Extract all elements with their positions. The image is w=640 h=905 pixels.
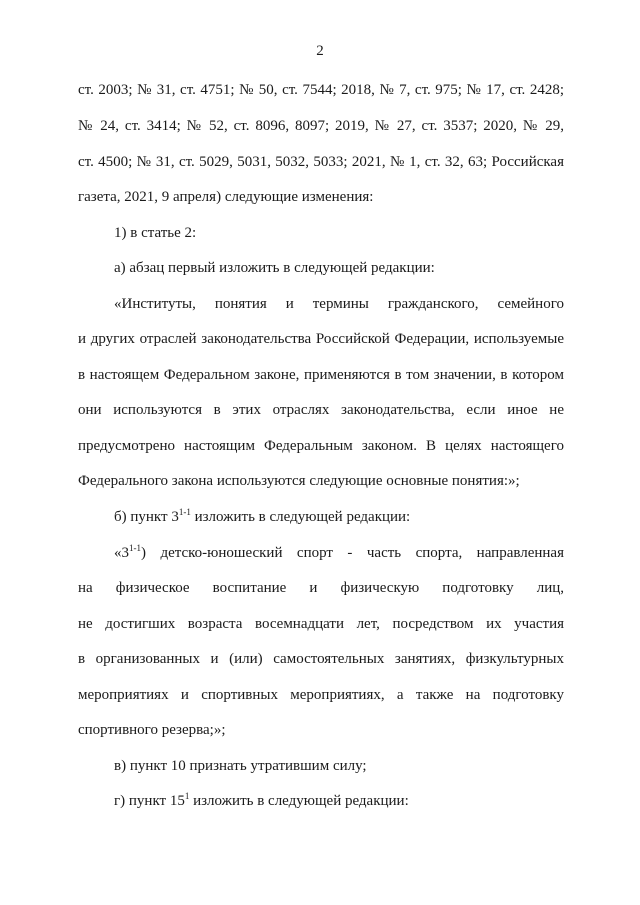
subitem-a-heading: а) абзац первый изложить в следующей редакции: [114,260,435,276]
page-number: 2 [316,43,324,59]
definition-line-3: не достигших возраста восемнадцати лет, посредством их участия [78,616,564,632]
definition-line-5: мероприятиях и спортивных мероприятиях, а также на подготовку [78,687,564,703]
subitem-g-heading: г) пункт $15^1$ изложить в следующей редакции: [114,791,409,809]
definition-line-6: спортивного резерва;»; [78,722,226,738]
quote-line-2: и других отраслей законодательства Российской Федерации, используемые [78,331,564,347]
body-line-4: газета, 2021, 9 апреля) следующие изменения: [78,189,374,205]
body-line-1: ст. 2003; № 31, ст. 4751; № 50, ст. 7544; 2018, № 7, ст. 975; № 17, ст. 2428; [78,82,564,98]
quote-line-5: предусмотрено настоящим Федеральным законом. В целях настоящего [78,438,564,454]
definition-line-2: на физическое воспитание и физическую подготовку лиц, [78,580,564,596]
subitem-v-heading: в) пункт 10 признать утратившим силу; [114,758,367,774]
body-line-3: ст. 4500; № 31, ст. 5029, 5031, 5032, 5033; 2021, № 1, ст. 32, 63; Российская [78,154,564,170]
item-1-heading: 1) в статье 2: [114,225,197,241]
subitem-b-heading: б) пункт 3$^{1-1}$ изложить в следующей редакции: [114,507,411,525]
quote-line-6: Федерального закона используются следующие основные понятия:»; [78,473,520,489]
quote-line-3: в настоящем Федеральном законе, применяются в том значении, в котором [78,367,564,383]
definition-line-4: в организованных и (или) самостоятельных занятиях, физкультурных [78,651,564,667]
quote-line-1: «Институты, понятия и термины гражданского, семейного [114,296,564,312]
body-line-2: № 24, ст. 3414; № 52, ст. 8096, 8097; 2019, № 27, ст. 3537; 2020, № 29, [78,118,564,134]
definition-line-1: «3$^{1-1}$) детско-юношеский спорт - часть спорта, направленная [114,543,564,561]
quote-line-4: они используются в этих отраслях законодательства, если иное не [78,402,564,418]
